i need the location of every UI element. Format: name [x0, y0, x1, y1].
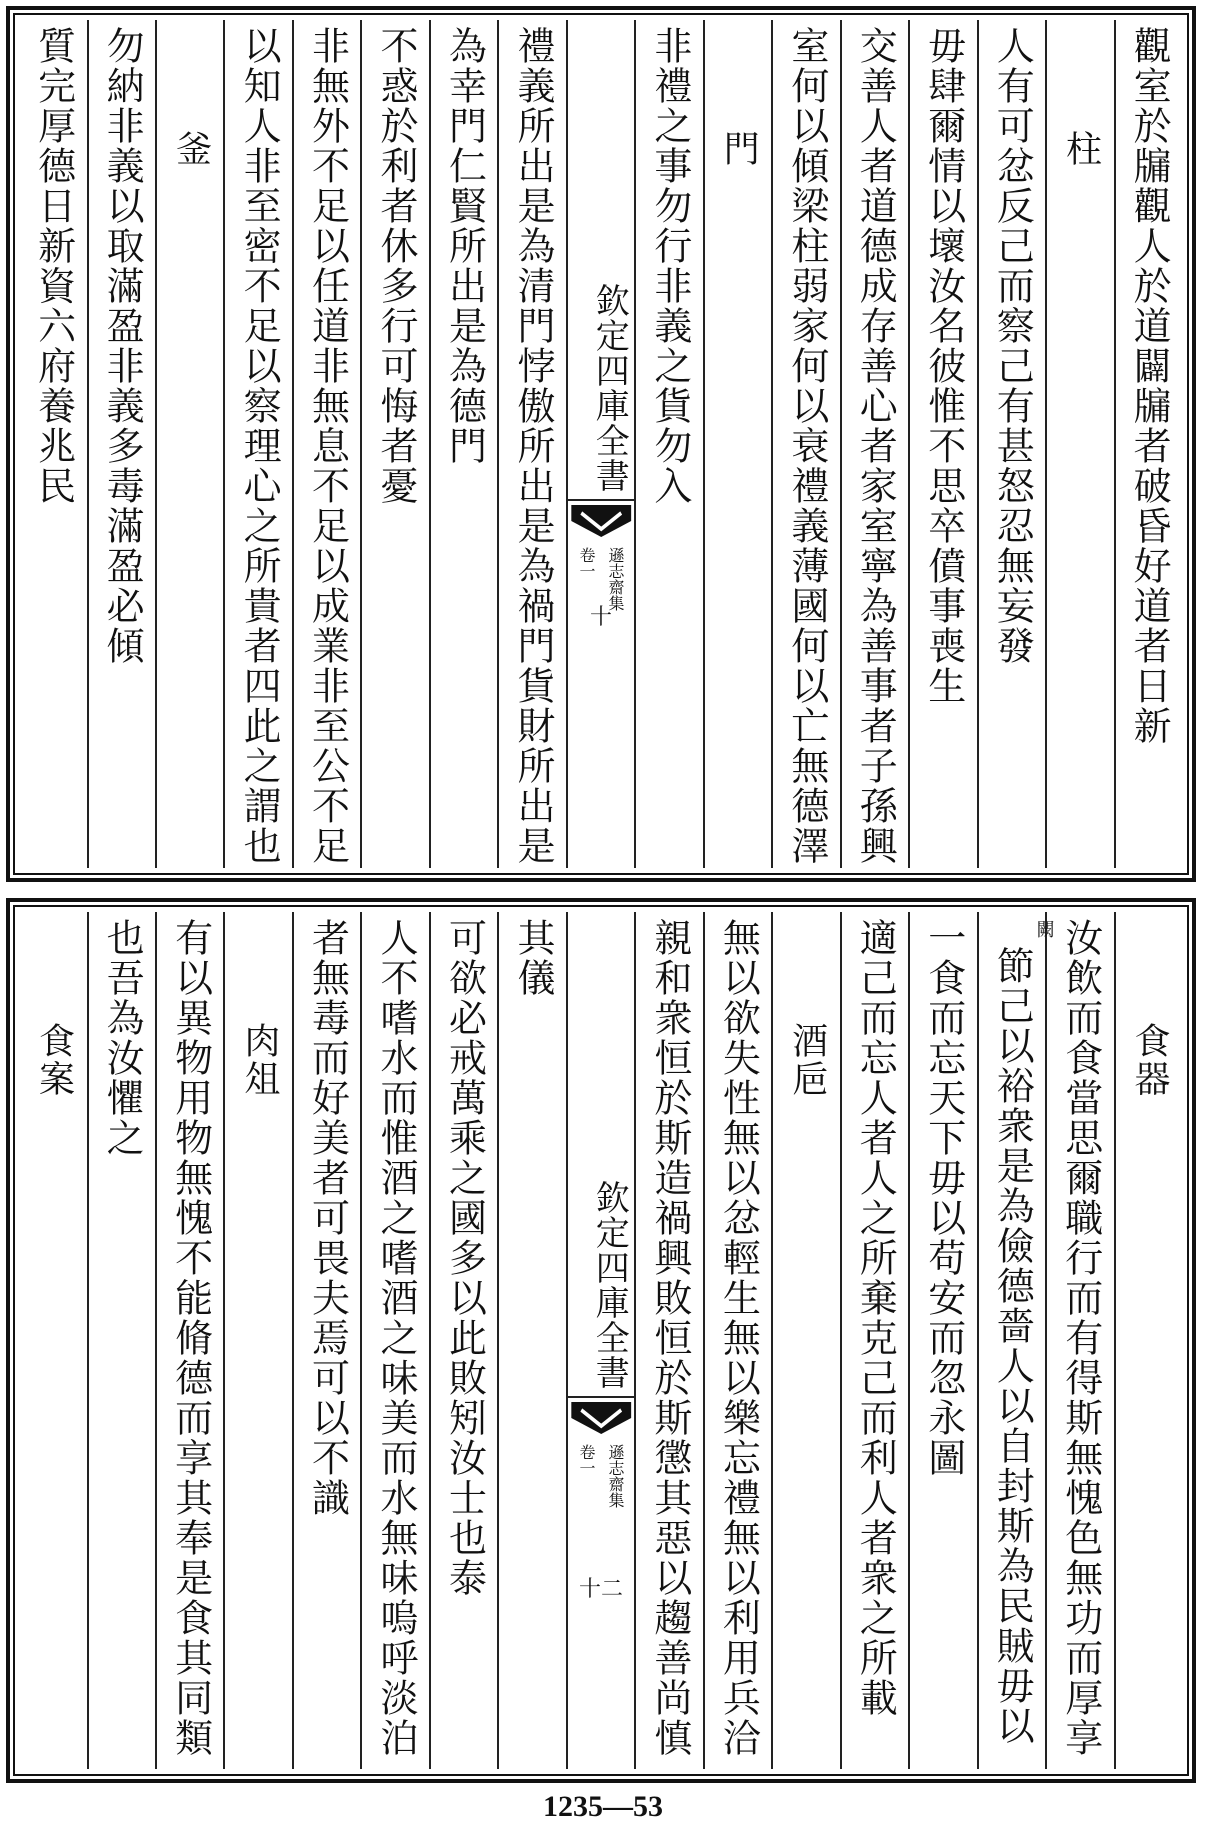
section-heading: 酒巵	[786, 1022, 828, 1098]
text-column	[292, 912, 360, 1769]
column-text: 室何以傾梁柱弱家何以衰禮義薄國何以亡無德澤	[784, 26, 829, 866]
column-text: 無以欲失性無以忿輕生無以樂忘禮無以利用兵洽	[716, 918, 761, 1758]
text-column	[360, 912, 428, 1769]
leaf-number: 十二	[579, 1577, 624, 1602]
column-text: 以知人非至密不足以察理心之所貴者四此之謂也	[237, 26, 282, 866]
section-heading: 柱	[1060, 130, 1102, 168]
text-column	[292, 20, 360, 868]
volume-label: 卷一	[577, 1443, 597, 1476]
bottom-columns	[20, 912, 1182, 1769]
text-column	[360, 20, 428, 868]
text-column	[908, 20, 976, 868]
top-page-panel	[6, 6, 1196, 882]
text-column	[771, 20, 839, 868]
center-frame-column	[566, 20, 634, 868]
fishtail-mark-icon	[568, 1398, 634, 1438]
column-text: 人不嗜水而惟酒之嗜酒之味美而水無味嗚呼淡泊	[374, 918, 419, 1758]
text-column	[977, 912, 1055, 1769]
volume-label: 卷一	[577, 547, 597, 579]
column-text: 勿納非義以取滿盈非義多毒滿盈必傾	[100, 26, 145, 666]
center-frame-column	[566, 912, 634, 1769]
column-text: 一食而忘天下毋以苟安而忽永圖	[921, 918, 966, 1478]
heading-column	[20, 912, 86, 1769]
text-column	[497, 20, 565, 868]
section-heading: 肉俎	[238, 1022, 280, 1098]
text-column	[20, 20, 86, 868]
text-column	[429, 912, 497, 1769]
column-text: 交善人者道德成存善心者家室寧為善事者子孫興	[853, 26, 898, 866]
heading-column	[155, 20, 223, 868]
column-text: 質完厚德日新資六府養兆民	[31, 26, 76, 506]
column-text: 節己以裕衆是為儉德嗇人以自封斯為民賊毋以	[990, 946, 1035, 1746]
text-column	[840, 912, 908, 1769]
column-text: 禮義所出是為清門悖傲所出是為禍門貨財所出是	[510, 26, 555, 866]
column-text: 親和衆恒於斯造禍興敗恒於斯懲其惡以趨善尚慎	[647, 918, 692, 1758]
text-column	[223, 20, 291, 868]
column-text: 適己而忘人者人之所棄克己而利人者衆之所載	[853, 918, 898, 1718]
text-column	[977, 20, 1045, 868]
top-columns	[20, 20, 1182, 868]
heading-column	[223, 912, 291, 1769]
text-column	[703, 912, 771, 1769]
book-title: 欽定四庫全書	[568, 1174, 634, 1398]
bottom-page-panel	[6, 898, 1196, 1783]
section-heading: 釜	[170, 130, 212, 168]
fishtail-mark-icon	[568, 501, 634, 541]
column-text: 其儀	[510, 918, 555, 998]
text-column	[87, 20, 155, 868]
book-title: 欽定四庫全書	[568, 277, 634, 501]
column-text: 可欲必戒萬乘之國多以此敗矧汝士也泰	[442, 918, 487, 1598]
leaf-number: 十	[590, 605, 613, 630]
column-text: 不惑於利者休多行可悔者憂	[374, 26, 419, 506]
column-text: 有以異物用物無愧不能脩德而享其奉是食其同類	[168, 918, 213, 1758]
text-column	[840, 20, 908, 868]
lacuna-note: 闕	[1033, 920, 1055, 938]
column-text: 觀室於牖觀人於道闢牖者破昏好道者日新	[1127, 26, 1172, 746]
text-column	[908, 912, 976, 1769]
column-text: 非無外不足以任道非無息不足以成業非至公不足	[305, 26, 350, 866]
frame-subtitle	[568, 1438, 634, 1508]
collection-name: 遜志齋集	[606, 547, 626, 611]
text-column	[634, 20, 702, 868]
text-column	[497, 912, 565, 1769]
section-heading: 門	[718, 130, 760, 168]
text-column	[429, 20, 497, 868]
column-text: 為幸門仁賢所出是為德門	[442, 26, 487, 466]
column-text: 者無毒而好美者可畏夫焉可以不識	[305, 918, 350, 1518]
section-heading: 食案	[33, 1022, 75, 1098]
text-column	[1114, 20, 1182, 868]
column-text: 毋肆爾情以壞汝名彼惟不思卒僨事喪生	[921, 26, 966, 706]
collection-name: 遜志齋集	[606, 1443, 626, 1508]
section-heading: 食器	[1129, 1022, 1170, 1098]
text-column	[634, 912, 702, 1769]
column-text: 非禮之事勿行非義之貨勿入	[647, 26, 692, 506]
heading-column	[1045, 20, 1113, 868]
heading-column	[1114, 912, 1182, 1769]
text-column	[155, 912, 223, 1769]
text-column	[1045, 912, 1113, 1769]
column-text: 人有可忿反己而察己有甚怒忍無妄發	[990, 26, 1035, 666]
heading-column	[771, 912, 839, 1769]
page-number: 1235—53	[543, 1790, 663, 1823]
column-text: 也吾為汝懼之	[100, 918, 145, 1158]
heading-column	[703, 20, 771, 868]
column-text: 汝飲而食當思爾職行而有得斯無愧色無功而厚享	[1058, 918, 1103, 1758]
text-column	[87, 912, 155, 1769]
